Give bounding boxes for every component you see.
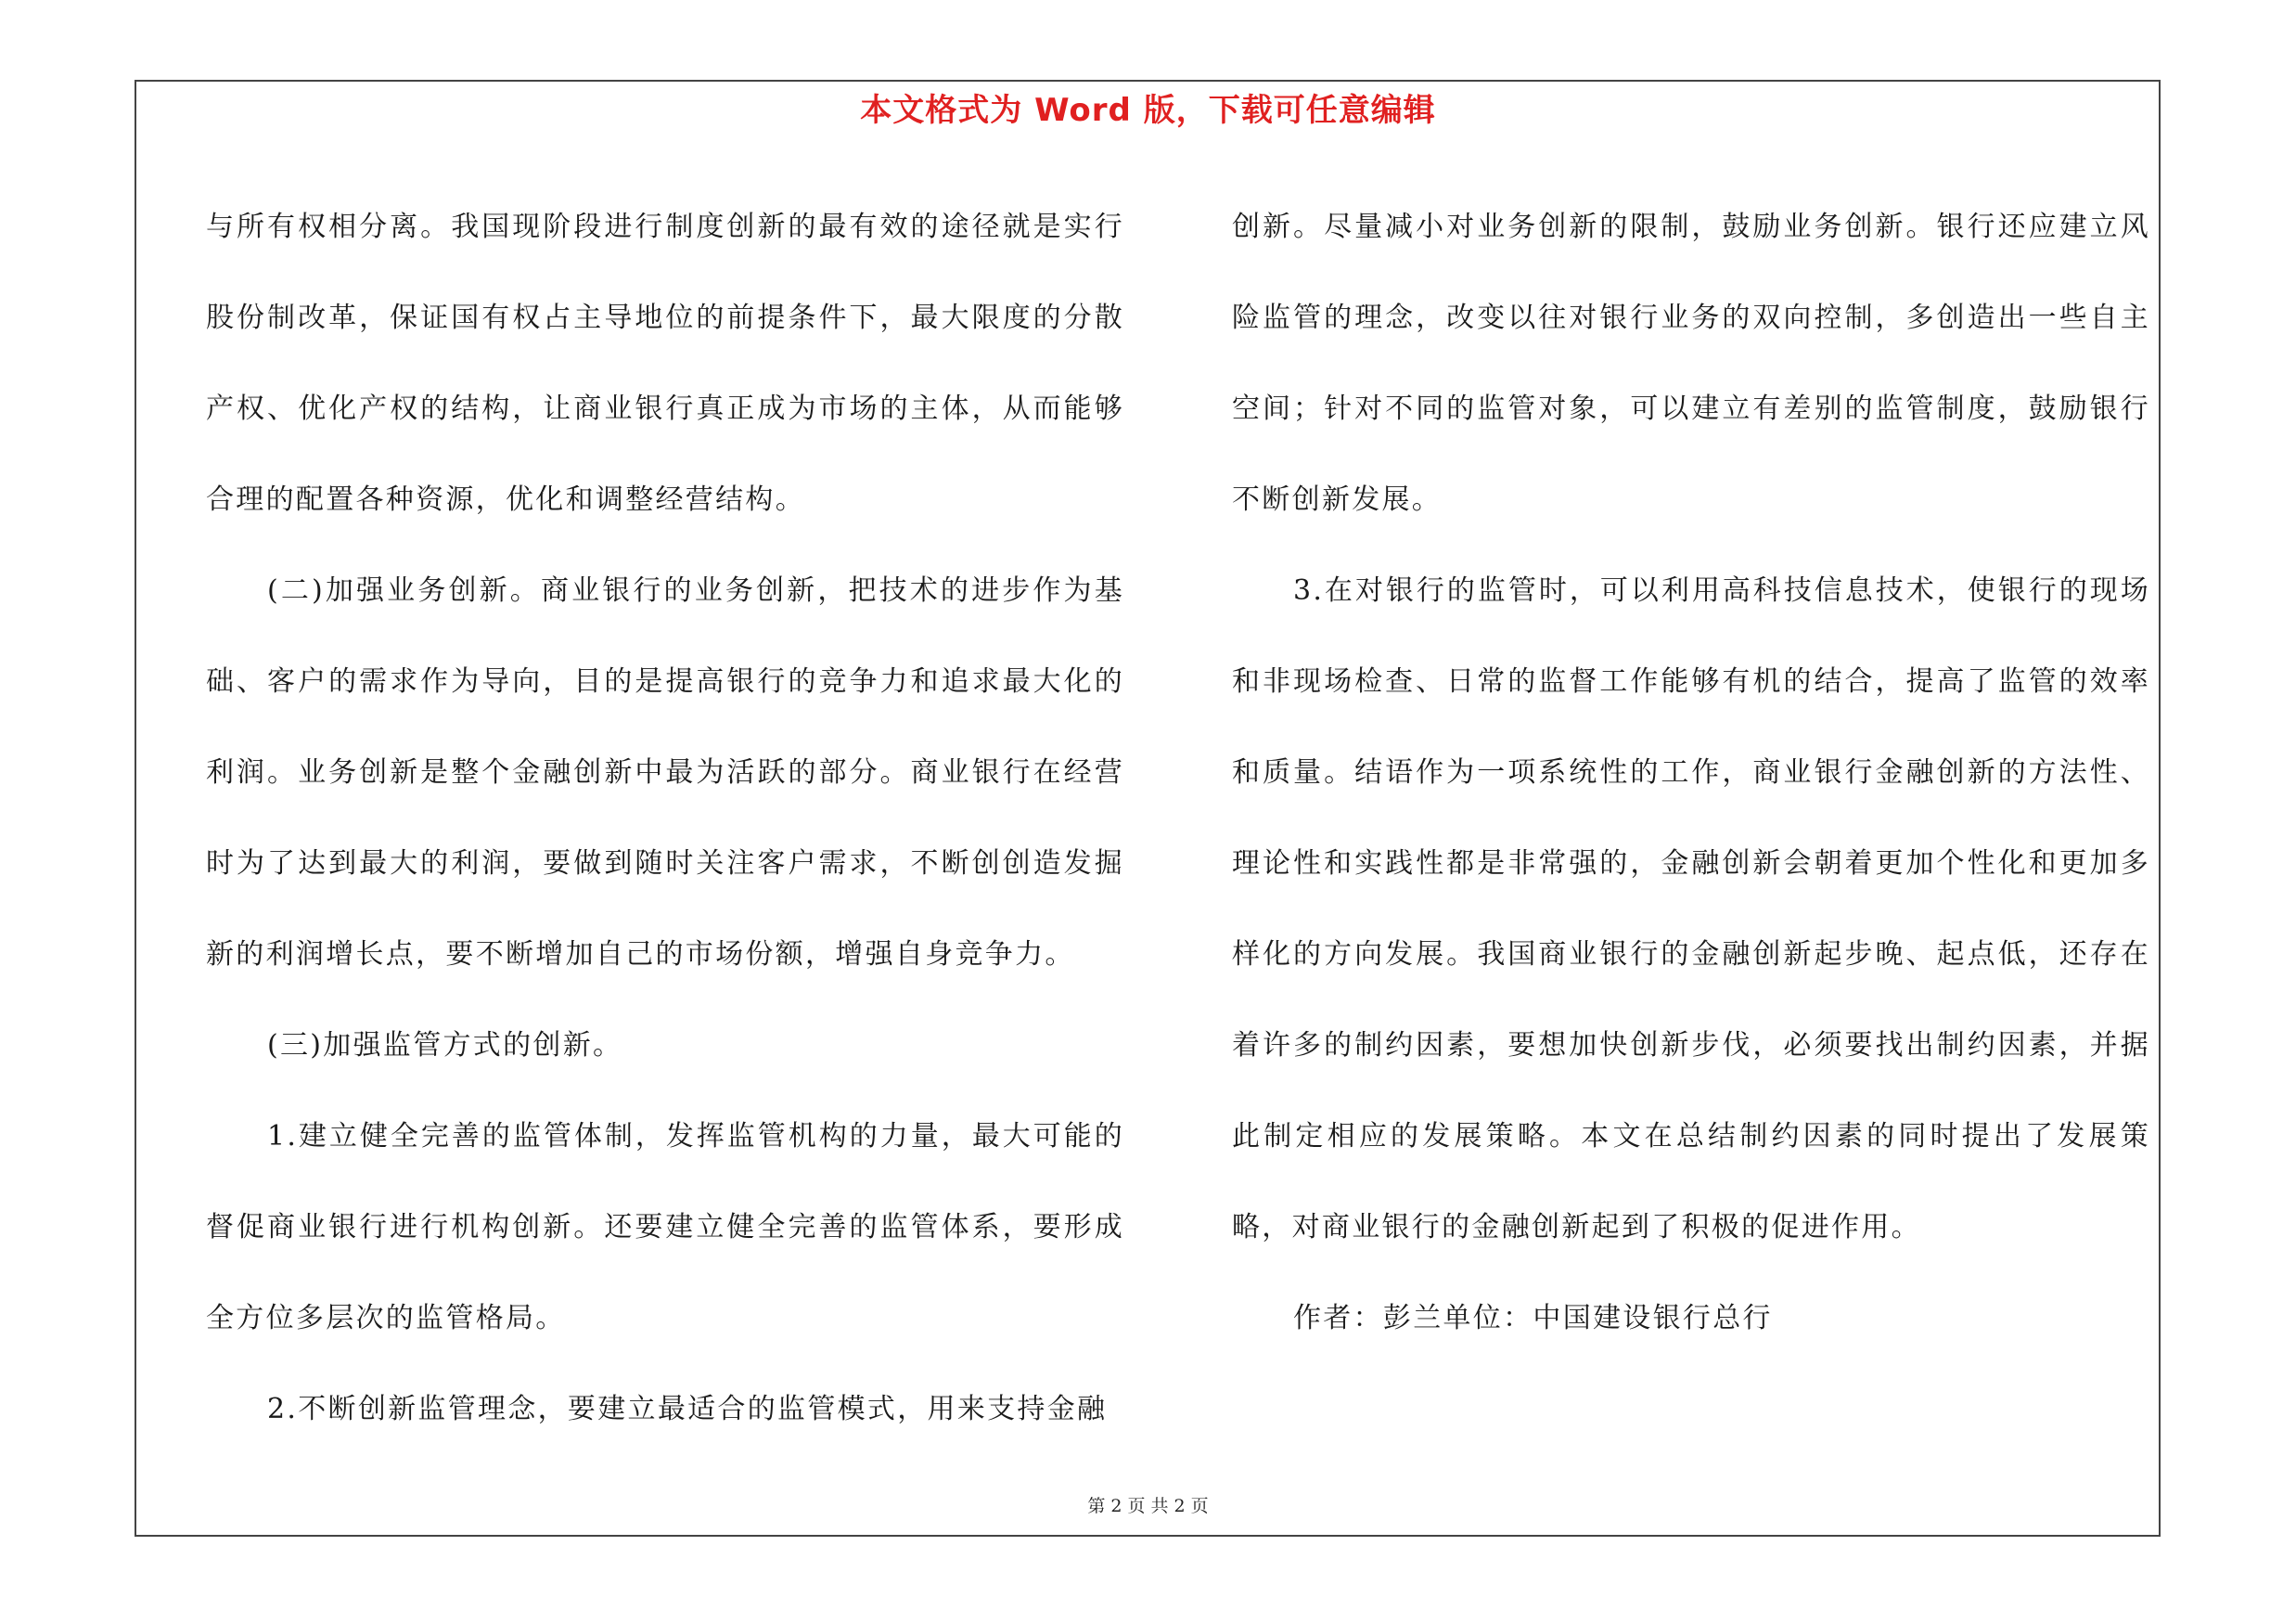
paragraph: 创新。尽量减小对业务创新的限制，鼓励业务创新。银行还应建立风险监管的理念，改变以往对银行业务的双向控制，多创造出一些自主空间；针对不同的监管对象，可以建立有差别的监管制度，鼓励银行不断创新发展。 xyxy=(1232,211,2150,516)
header-banner: 本文格式为 Word 版，下载可任意编辑 xyxy=(860,92,1436,129)
paragraph: 3.在对银行的监管时，可以利用高科技信息技术，使银行的现场和非现场检查、日常的监督工作能够有机的结合，提高了监管的效率和质量。结语作为一项系统性的工作，商业银行金融创新的方法性、理论性和实践性都是非常强的，金融创新会朝着更加个性化和更加多样化的方向发展。我国商业银行的金融创新起步晚、起点低，还存在着许多的制约因素，要想加快创新步伐，必须要找出制约因素，并据此制定相应的发展策略。本文在总结制约因素的同时提出了发展策略，对商业银行的金融创新起到了积极的促进作用。 xyxy=(1232,574,2150,1243)
page-number: 第 2 页 共 2 页 xyxy=(1087,1496,1209,1516)
paragraph: 2.不断创新监管理念，要建立最适合的监管模式，用来支持金融 xyxy=(267,1393,1108,1425)
paragraph: 与所有权相分离。我国现阶段进行制度创新的最有效的途径就是实行股份制改革，保证国有权占主导地位的前提条件下，最大限度的分散产权、优化产权的结构，让商业银行真正成为市场的主体，从而能够合理的配置各种资源，优化和调整经营结构。 xyxy=(206,211,1124,516)
paragraph: (二)加强业务创新。商业银行的业务创新，把技术的进步作为基础、客户的需求作为导向，目的是提高银行的竞争力和追求最大化的利润。业务创新是整个金融创新中最为活跃的部分。商业银行在经营时为了达到最大的利润，要做到随时关注客户需求，不断创创造发掘新的利润增长点，要不断增加自己的市场份额，增强自身竞争力。 xyxy=(206,574,1124,971)
author-line: 作者：彭兰单位：中国建设银行总行 xyxy=(1293,1302,1773,1334)
paragraph: 1.建立健全完善的监管体制，发挥监管机构的力量，最大可能的督促商业银行进行机构创新。还要建立健全完善的监管体系，要形成全方位多层次的监管格局。 xyxy=(206,1120,1124,1334)
section-heading: (三)加强监管方式的创新。 xyxy=(267,1029,623,1062)
right-column xyxy=(1232,182,2150,1364)
left-column xyxy=(206,182,1124,1455)
